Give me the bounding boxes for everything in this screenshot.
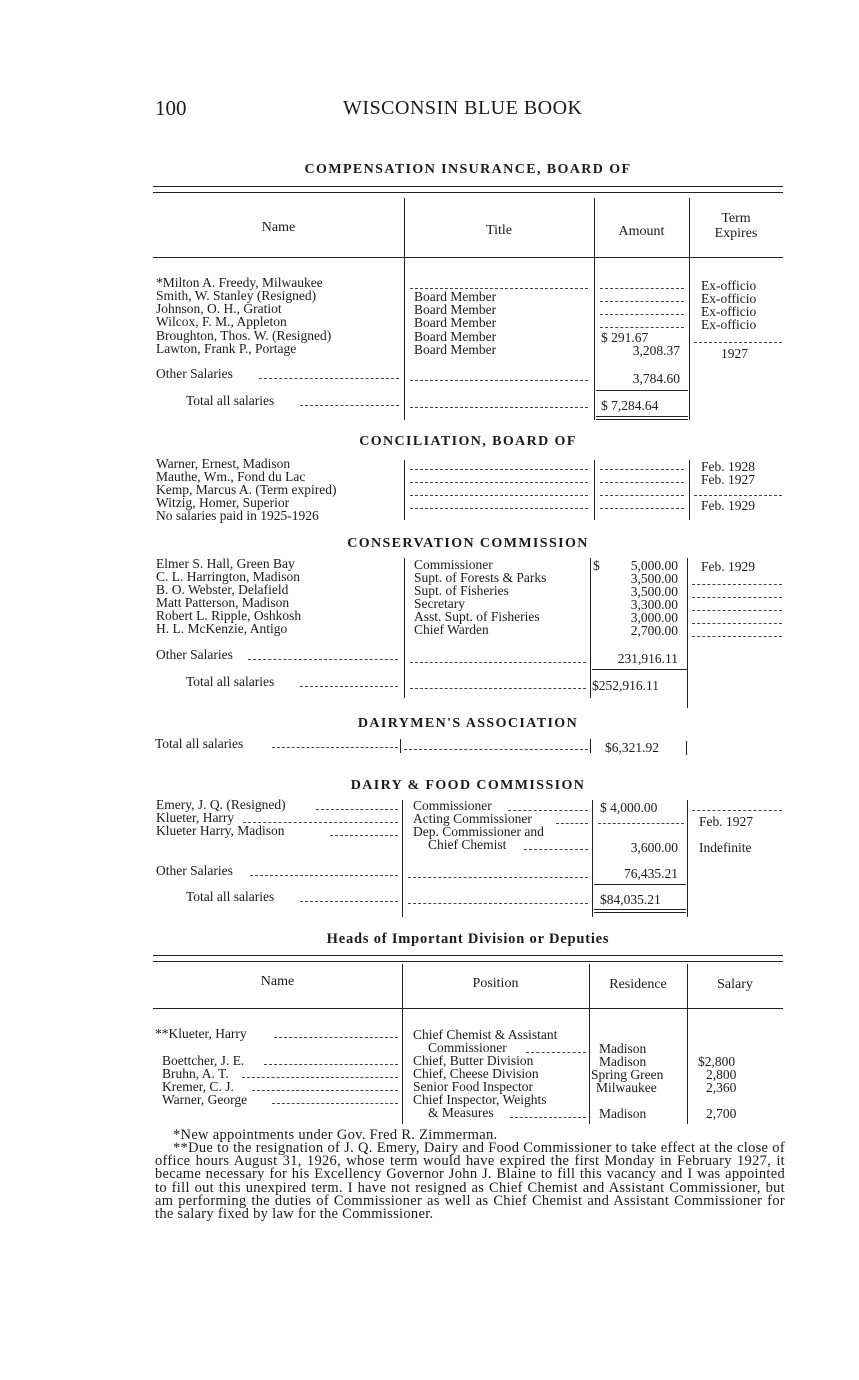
dairyfood-term: Feb. 1927	[699, 814, 753, 829]
col-header-amount: Amount	[618, 224, 665, 239]
dairyfood-col-divider	[687, 800, 688, 917]
heads-position: Chief Chemist & Assistant	[413, 1027, 558, 1042]
col-header-term-line1: Term	[721, 211, 751, 226]
comp-term: Ex-officio	[701, 291, 757, 306]
comp-title: Board Member	[414, 302, 497, 317]
concil-col-divider	[404, 460, 405, 520]
conserv-amount: 5,000.00	[630, 558, 678, 573]
conserv-name: B. O. Webster, Delafield	[156, 582, 289, 597]
leader	[694, 495, 782, 496]
conserv-term: Feb. 1929	[701, 559, 755, 574]
heads-salary: 2,800	[706, 1067, 737, 1082]
leader	[600, 301, 684, 302]
heads-salary: 2,360	[706, 1080, 737, 1095]
leader	[408, 877, 588, 878]
dairyfood-title: Dep. Commissioner and	[413, 824, 544, 839]
leader	[510, 1117, 586, 1118]
total-rule	[596, 416, 688, 417]
dairyfood-col-divider	[592, 800, 593, 917]
comp-total-label: Total all salaries	[186, 393, 275, 408]
heads-residence: Spring Green	[591, 1067, 664, 1082]
leader	[300, 405, 399, 406]
comp-header-rule	[153, 257, 783, 258]
conserv-title: Asst. Supt. of Fisheries	[414, 609, 540, 624]
heads-name: Boettcher, J. E.	[162, 1053, 245, 1068]
col-header-position: Position	[472, 976, 519, 991]
dairyfood-name: Emery, J. Q. (Resigned)	[156, 797, 286, 812]
comp-term: Ex-officio	[701, 317, 757, 332]
conserv-amount: 2,700.00	[630, 623, 678, 638]
comp-heading: COMPENSATION INSURANCE, BOARD OF	[304, 162, 632, 177]
dairyfood-term-cont: Indefinite	[699, 840, 752, 855]
comp-total-amount: $ 7,284.64	[601, 398, 659, 413]
leader	[600, 495, 684, 496]
concil-term: Feb. 1929	[701, 498, 755, 513]
leader	[410, 288, 588, 289]
leader	[252, 1090, 398, 1091]
conserv-title: Secretary	[414, 596, 465, 611]
comp-term: Ex-officio	[701, 304, 757, 319]
comp-term-leader	[694, 342, 782, 343]
concil-note: No salaries paid in 1925-1926	[156, 508, 319, 523]
leader	[556, 823, 588, 824]
leader	[508, 810, 588, 811]
conserv-amount: 3,300.00	[630, 597, 678, 612]
comp-amount: $ 291.67	[601, 330, 649, 345]
comp-term: Ex-officio	[701, 278, 757, 293]
leader	[524, 849, 588, 850]
concil-term: Feb. 1928	[701, 459, 755, 474]
conserv-name: Elmer S. Hall, Green Bay	[156, 556, 295, 571]
comp-title: Board Member	[414, 289, 497, 304]
conserv-total-label: Total all salaries	[186, 674, 275, 689]
col-header-title: Title	[486, 223, 512, 238]
conserv-other-amount: 231,916.11	[617, 651, 678, 666]
leader	[250, 875, 398, 876]
leader	[408, 903, 588, 904]
leader	[692, 597, 782, 598]
conserv-title: Chief Warden	[414, 622, 489, 637]
dairyfood-title: Acting Commissioner	[413, 811, 532, 826]
dairymen-total-amount: $6,321.92	[605, 740, 659, 755]
leader	[410, 469, 588, 470]
conserv-col-divider	[687, 558, 688, 708]
conserv-col-divider	[404, 558, 405, 698]
leader	[259, 378, 399, 379]
leader	[692, 623, 782, 624]
conserv-col-divider	[590, 558, 591, 698]
dairymen-heading: DAIRYMEN'S ASSOCIATION	[357, 716, 579, 731]
col-header-term	[689, 211, 783, 241]
heads-salary: $2,800	[698, 1054, 736, 1069]
conserv-dollar: $	[593, 558, 600, 573]
leader	[274, 1037, 398, 1038]
concil-name: Mauthe, Wm., Fond du Lac	[156, 469, 306, 484]
leader	[692, 636, 782, 637]
leader	[600, 469, 684, 470]
leader	[410, 688, 586, 689]
page-number: 100	[155, 96, 187, 120]
dairyfood-col-divider	[402, 800, 403, 917]
leader	[600, 314, 684, 315]
conserv-title: Supt. of Forests & Parks	[414, 570, 547, 585]
dairyfood-total-label: Total all salaries	[186, 889, 275, 904]
dairyfood-other-label: Other Salaries	[156, 863, 233, 878]
leader	[410, 495, 588, 496]
heads-header-rule	[153, 1008, 783, 1009]
dairyfood-amount: $ 4,000.00	[600, 800, 658, 815]
conserv-heading: CONSERVATION COMMISSION	[347, 536, 589, 551]
heads-name: Bruhn, A. T.	[162, 1066, 229, 1081]
footnote-1: *New appointments under Gov. Fred R. Zimmerman.	[173, 1127, 498, 1143]
leader	[600, 508, 684, 509]
concil-col-divider	[594, 460, 595, 520]
conserv-title: Supt. of Fisheries	[414, 583, 509, 598]
comp-name: Johnson, O. H., Gratiot	[156, 301, 282, 316]
leader	[692, 610, 782, 611]
heads-salary: 2,700	[706, 1106, 737, 1121]
dairyfood-name: Klueter Harry, Madison	[156, 823, 285, 838]
dairyfood-amount-cont: 3,600.00	[630, 840, 678, 855]
heads-position: & Measures	[428, 1105, 494, 1120]
conserv-name: Robert L. Ripple, Oshkosh	[156, 608, 302, 623]
page-title: WISCONSIN BLUE BOOK	[343, 97, 583, 119]
total-rule	[594, 912, 686, 913]
leader	[272, 1103, 398, 1104]
leader	[410, 662, 586, 663]
heads-name: **Klueter, Harry	[155, 1026, 247, 1041]
comp-name: Broughton, Thos. W. (Resigned)	[156, 328, 332, 343]
leader	[242, 1077, 398, 1078]
col-header-name: Name	[261, 220, 296, 235]
leader	[526, 1052, 586, 1053]
leader	[410, 482, 588, 483]
comp-name: Smith, W. Stanley (Resigned)	[156, 288, 317, 303]
conserv-name: C. L. Harrington, Madison	[156, 569, 300, 584]
col-header-residence: Residence	[609, 977, 667, 992]
heads-position: Chief, Cheese Division	[413, 1066, 539, 1081]
heads-position: Chief Inspector, Weights	[413, 1092, 547, 1107]
sum-rule	[594, 884, 686, 885]
dairymen-total-label: Total all salaries	[155, 736, 244, 751]
leader	[598, 823, 684, 824]
conserv-amount: 3,500.00	[630, 571, 678, 586]
comp-term: 1927	[721, 346, 748, 361]
concil-term: Feb. 1927	[701, 472, 755, 487]
leader	[330, 835, 398, 836]
concil-col-divider	[689, 460, 690, 520]
leader	[692, 584, 782, 585]
heads-residence: Milwaukee	[596, 1080, 657, 1095]
heads-name: Warner, George	[162, 1092, 248, 1107]
concil-heading: CONCILIATION, BOARD OF	[359, 434, 577, 449]
footnote-2: **Due to the resignation of J. Q. Emery, Dairy and Food Commissioner to take effect at the close of office hours August 31, 1926, whose term would have expired the first Monday in February 1927, it became necessary for his Excellency Governor John J. Blaine to fill this vacancy and I was appointed to fill out this unexpired term. I have not resigned as Chief Chemist and Assistant Commissioner, but am performing the duties of Commissioner as well as Chief Chemist and Assistant Commissioner for the salary fixed by law for the Commissioner.	[155, 1140, 785, 1223]
dairyfood-name: Klueter, Harry	[156, 810, 235, 825]
comp-other-amount: 3,784.60	[632, 371, 680, 386]
heads-name: Kremer, C. J.	[162, 1079, 234, 1094]
concil-name: Witzig, Homer, Superior	[156, 495, 290, 510]
leader	[410, 380, 588, 381]
heads-position: Senior Food Inspector	[413, 1079, 533, 1094]
leader	[600, 288, 684, 289]
heads-position: Commissioner	[428, 1040, 507, 1055]
col-header-name: Name	[260, 974, 295, 989]
comp-name: Lawton, Frank P., Portage	[156, 341, 297, 356]
total-rule	[596, 419, 688, 420]
heads-residence: Madison	[599, 1054, 647, 1069]
heads-residence: Madison	[599, 1041, 647, 1056]
leader	[600, 482, 684, 483]
sum-rule	[596, 390, 688, 391]
leader	[264, 1064, 398, 1065]
leader	[300, 686, 398, 687]
conserv-name: H. L. McKenzie, Antigo	[156, 621, 288, 636]
dairymen-col-divider	[400, 739, 401, 753]
conserv-total-amount: $252,916.11	[592, 678, 659, 693]
comp-name: *Milton A. Freedy, Milwaukee	[156, 275, 323, 290]
leader	[272, 747, 398, 748]
heads-heading: Heads of Important Division or Deputies	[326, 931, 610, 947]
concil-name: Kemp, Marcus A. (Term expired)	[156, 482, 337, 497]
leader	[692, 810, 782, 811]
dairyfood-heading: DAIRY & FOOD COMMISSION	[350, 778, 586, 793]
total-rule	[594, 909, 686, 910]
conserv-amount: 3,500.00	[630, 584, 678, 599]
comp-amount: 3,208.37	[632, 343, 680, 358]
dairymen-col-divider	[590, 739, 591, 753]
concil-name: Warner, Ernest, Madison	[156, 456, 291, 471]
dairymen-col-divider	[686, 741, 687, 755]
comp-title: Board Member	[414, 342, 497, 357]
comp-title: Board Member	[414, 329, 497, 344]
leader	[300, 901, 398, 902]
col-header-salary: Salary	[717, 977, 753, 992]
dairyfood-other-amount: 76,435.21	[624, 866, 678, 881]
heads-residence: Madison	[599, 1106, 647, 1121]
conserv-amount: 3,000.00	[630, 610, 678, 625]
comp-title: Board Member	[414, 315, 497, 330]
leader	[410, 508, 588, 509]
conserv-name: Matt Patterson, Madison	[156, 595, 290, 610]
leader	[316, 809, 398, 810]
comp-other-label: Other Salaries	[156, 366, 233, 381]
conserv-other-label: Other Salaries	[156, 647, 233, 662]
comp-top-rule	[153, 186, 783, 193]
col-header-term-line2: Expires	[714, 226, 758, 241]
heads-position: Chief, Butter Division	[413, 1053, 534, 1068]
sum-rule	[592, 669, 687, 670]
dairyfood-title: Commissioner	[413, 798, 492, 813]
leader	[243, 822, 398, 823]
dairyfood-total-amount: $84,035.21	[600, 892, 661, 907]
leader	[404, 749, 588, 750]
heads-top-rule	[153, 955, 783, 962]
leader	[410, 407, 588, 408]
leader	[248, 659, 398, 660]
comp-name: Wilcox, F. M., Appleton	[156, 314, 287, 329]
conserv-title: Commissioner	[414, 557, 493, 572]
leader	[600, 327, 684, 328]
dairyfood-title-cont: Chief Chemist	[428, 837, 507, 852]
